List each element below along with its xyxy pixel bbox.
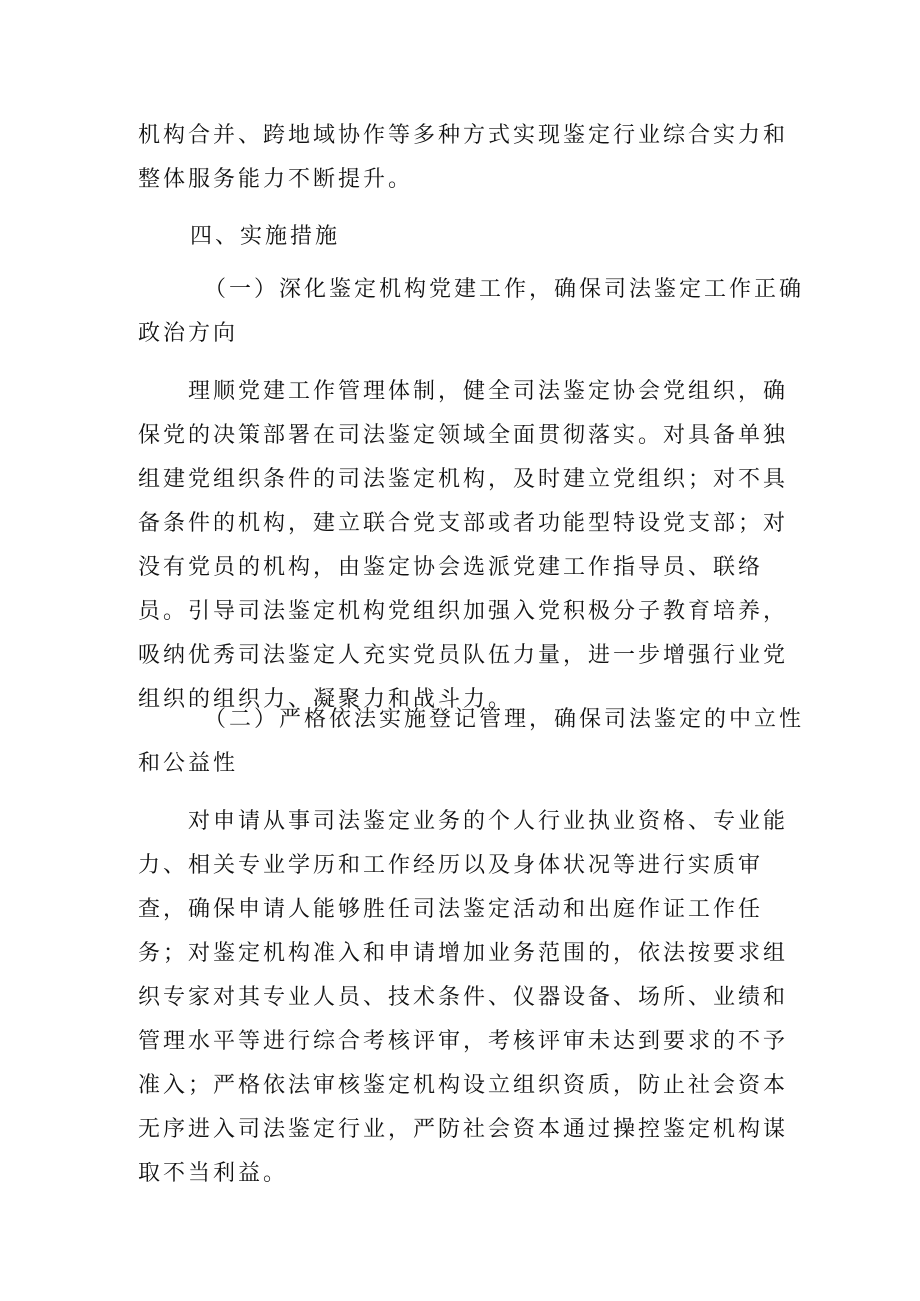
section-heading: 四、实施措施 [190,224,341,249]
subsection-2-title: （二）严格依法实施登记管理，确保司法鉴定的中立性和公益性 [138,707,805,776]
subsection-1-body: 理顺党建工作管理体制，健全司法鉴定协会党组织，确保党的决策部署在司法鉴定领域全面贯彻落实。对具备单独组建党组织条件的司法鉴定机构，及时建立党组织；对不具备条件的机构，建立联合党支部或者功能型特设党支部；对没有党员的机构，由鉴定协会选派党建工作指导员、联络员。引导司法鉴定机构党组织加强入党积极分子教育培养，吸纳优秀司法鉴定人充实党员队伍力量，进一步增强行业党组织的组织力、凝聚力和战斗力。 [138,379,789,712]
continuation-paragraph: 机构合并、跨地域协作等多种方式实现鉴定行业综合实力和整体服务能力不断提升。 [138,123,789,192]
subsection-1-title: （一）深化鉴定机构党建工作，确保司法鉴定工作正确政治方向 [138,277,805,346]
subsection-2-body: 对申请从事司法鉴定业务的个人行业执业资格、专业能力、相关专业学历和工作经历以及身体状况等进行实质审查，确保申请人能够胜任司法鉴定活动和出庭作证工作任务；对鉴定机构准入和申请增加业务范围的，依法按要求组织专家对其专业人员、技术条件、仪器设备、场所、业绩和管理水平等进行综合考核评审，考核评审未达到要求的不予准入；严格依法审核鉴定机构设立组织资质，防止社会资本无序进入司法鉴定行业，严防社会资本通过操控鉴定机构谋取不当利益。 [138,809,789,1186]
